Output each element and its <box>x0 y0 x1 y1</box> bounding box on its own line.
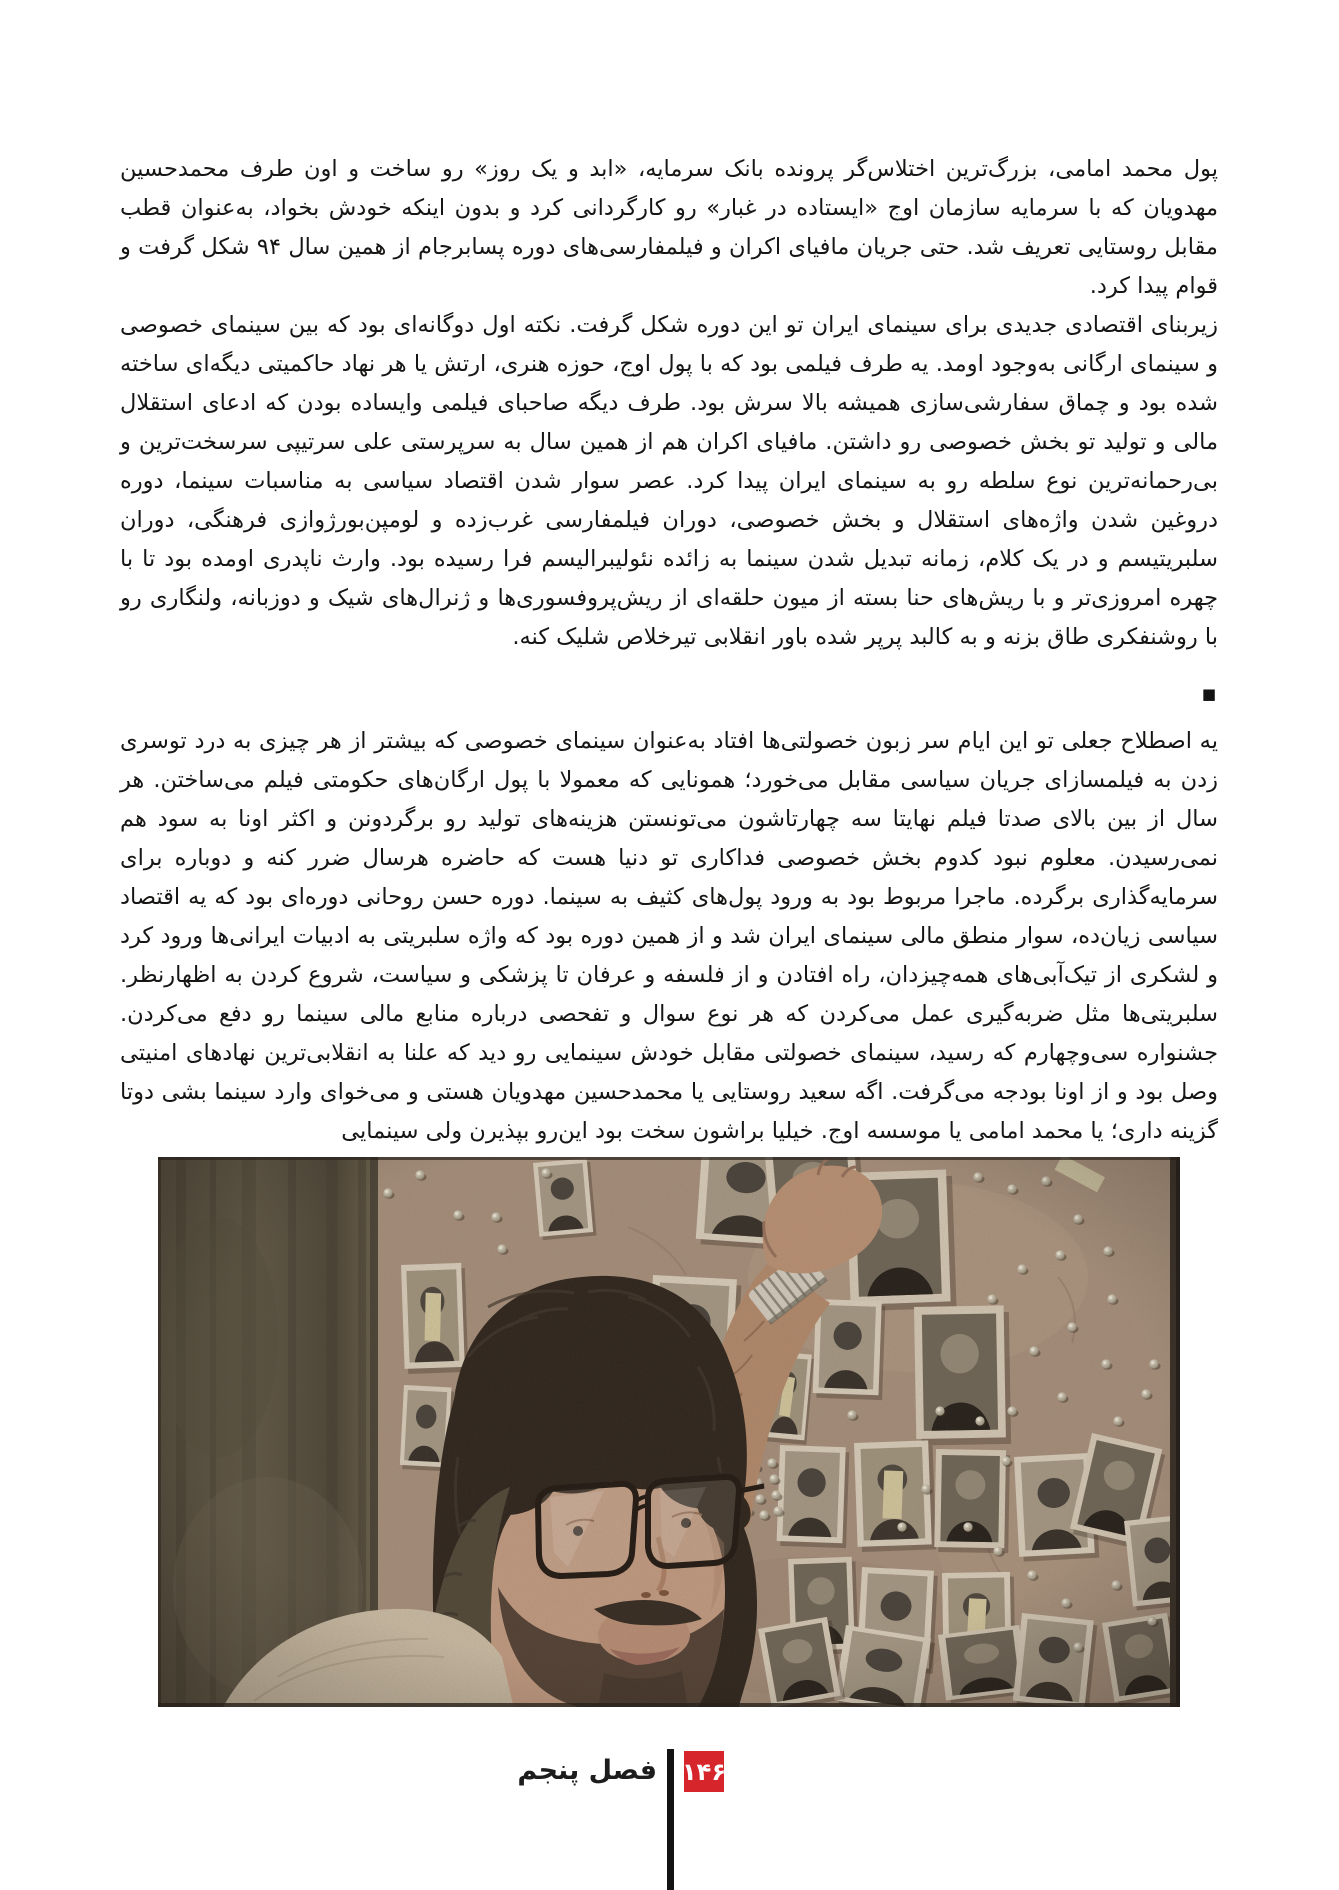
section-divider: ■ <box>1201 685 1216 703</box>
frame-edges <box>158 1157 1180 1707</box>
film-still-art <box>158 1157 1180 1707</box>
article-body <box>120 150 1218 1151</box>
page-number-badge <box>684 1751 724 1792</box>
footer-divider-bar <box>667 1749 674 1890</box>
paragraph-3: یه اصطلاح جعلی تو این ایام سر زبون خصولتی‌ها افتاد به‌عنوان سینمای خصوصی که بیشتر از هر چیزی به درد توسری زدن به فیلمسازای جریان سیاسی مقابل می‌خورد؛ همونایی که معمولا با پول ارگان‌های حکومتی فیلم می‌ساختن. هر سال از بین بالای صدتا فیلم نهایتا سه چهارتاشون می‌تونستن هزینه‌های تولید رو برگردونن و اکثر اونا به سود هم نمی‌رسیدن. معلوم نبود کدوم بخش خصوصی فداکاری تو دنیا هست که حاضره هرسال ضرر کنه و دوباره برای سرمایه‌گذاری برگرده. ماجرا مربوط بود به ورود پول‌های کثیف به سینما. دوره حسن روحانی دوره‌ای بود که یه اقتصاد سیاسی زیان‌ده، سوار منطق مالی سینمای ایران شد و از همین دوره بود که واژه سلبریتی به ادبیات ایرانی‌ها ورود کرد و لشکری از تیک‌آبی‌های همه‌چیزدان، راه افتادن و از فلسفه و عرفان تا پزشکی و سیاست، شروع کردن به اظهارنظر. سلبریتی‌ها مثل ضربه‌گیری عمل می‌کردن که هر نوع سوال و تفحصی درباره منابع مالی سینما رو دفع می‌کردن. جشنواره سی‌وچهارم که رسید، سینمای خصولتی مقابل خودش سینمایی رو دید که علنا به انقلابی‌ترین نهادهای امنیتی وصل بود و از اونا بودجه می‌گرفت. اگه سعید روستایی یا محمدحسین مهدویان هستی و می‌خوای وارد سینما بشی دوتا گزینه داری؛ یا محمد امامی یا موسسه اوج. خیلیا براشون سخت بود این‌رو بپذیرن ولی سینمایی <box>120 728 1218 1144</box>
film-still-figure <box>158 1157 1180 1707</box>
chapter-label: فصل پنجم <box>517 1755 657 1786</box>
page-number: ۱۴۶ <box>682 1757 726 1786</box>
paragraph-2: زیربنای اقتصادی جدیدی برای سینمای ایران تو این دوره شکل گرفت. نکته اول دوگانه‌ای بود که بین سینمای خصوصی و سینمای ارگانی به‌وجود اومد. یه طرف فیلمی بود که با پول اوج، حوزه هنری، ارتش یا هر نهاد حاکمیتی دیگه‌ای ساخته شده بود و چماق سفارشی‌سازی همیشه بالا سرش بود. طرف دیگه صاحبای فیلمی وایساده بودن که ادعای استقلال مالی و تولید تو بخش خصوصی رو داشتن. مافیای اکران هم از همین سال به سرپرستی علی سرتیپی سرسخت‌ترین و بی‌رحمانه‌ترین نوع سلطه رو به سینمای ایران پیدا کرد. عصر سوار شدن اقتصاد سیاسی به مناسبات سینما، دوره دروغین شدن واژه‌های استقلال و بخش خصوصی، دوران فیلمفارسی غرب‌زده و لومپن‌بورژوازی فرهنگی، دوران سلبریتیسم و در یک کلام، زمانه تبدیل شدن سینما به زائده نئولیبرالیسم فرا رسیده بود. وارث ناپدری اومده بود تا با چهره امروزی‌تر و با ریش‌های حنا بسته از میون حلقه‌ای از ریش‌پروفسوری‌ها و ژنرال‌های شیک و دوزبانه، ولنگاری رو با روشنفکری طاق بزنه و به کالبد پرپر شده باور انقلابی تیرخلاص شلیک کنه. <box>120 312 1218 650</box>
paragraph-1: پول محمد امامی، بزرگ‌ترین اختلاس‌گر پرونده بانک سرمایه، «ابد و یک روز» رو ساخت و اون طرف محمدحسین مهدویان که با سرمایه سازمان اوج «ایستاده در غبار» رو کارگردانی کرد و بدون اینکه خودش بخواد، به‌عنوان قطب مقابل روستایی تعریف شد. حتی جریان مافیای اکران و فیلمفارسی‌های دوره پسابرجام از همین سال ۹۴ شکل گرفت و قوام پیدا کرد. <box>120 156 1218 299</box>
